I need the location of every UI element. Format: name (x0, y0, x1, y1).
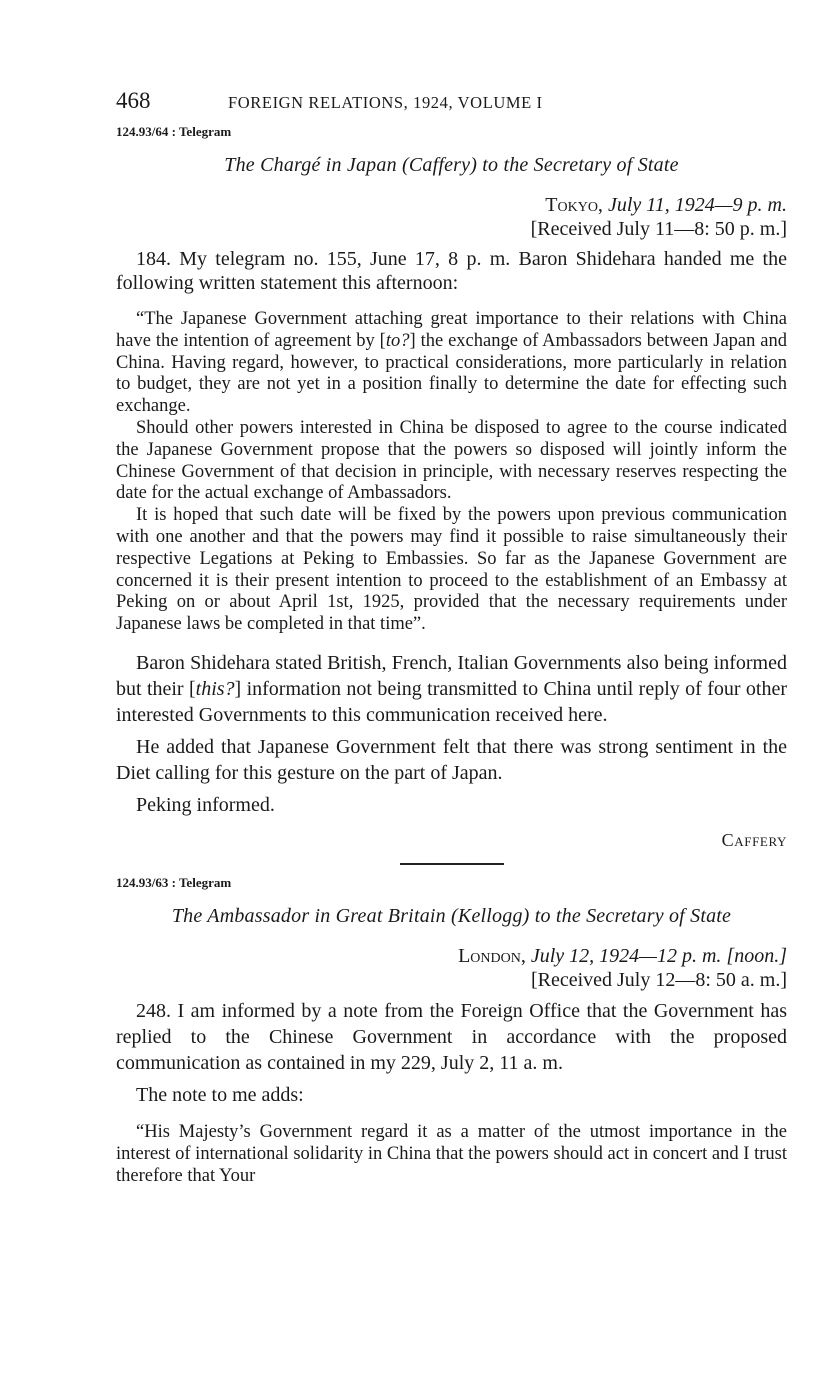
dateline-place: London, (458, 944, 526, 967)
dateline (116, 193, 787, 241)
dateline (116, 944, 787, 992)
quote-text: “The Japanese Government attaching great importance to their relations with China have the intention of agreement by [ (116, 309, 787, 351)
editorial-insertion: this? (195, 677, 235, 700)
body-paragraph: He added that Japanese Government felt that there was strong sentiment in the Diet calling for this gesture on the part of Japan. (116, 735, 787, 784)
dateline-sent (116, 193, 787, 217)
dateline-received: [Received July 12—8: 50 a. m.] (530, 968, 787, 991)
dateline-note: [noon.] (726, 944, 787, 967)
dateline-sent (116, 944, 787, 968)
document-title: The Chargé in Japan (Caffery) to the Secretary of State (224, 154, 679, 176)
telegram-kellogg (116, 875, 787, 1187)
file-reference: 124.93/63 : Telegram (116, 874, 232, 890)
body-paragraph: Peking informed. (136, 793, 275, 816)
quoted-paragraph: Should other powers interested in China be disposed to agree to the course indicated the Japanese Government propose that the powers so disposed will jointly inform the Chinese Government of that decision in principle, with necessary reserves respecting the date for the actual exchange of Ambassadors. (116, 417, 787, 504)
dateline-date: July 11, 1924—9 p. m. (607, 194, 787, 216)
body-text: ] information not being transmitted to China until reply of four other interested Governments to this communication received here. (116, 677, 787, 726)
dateline-received: [Received July 11—8: 50 p. m.] (530, 218, 787, 240)
file-reference: 124.93/64 : Telegram (116, 124, 232, 139)
body-paragraph: 184. My telegram no. 155, June 17, 8 p. m. Baron Shidehara handed me the following written statement this afternoon: (116, 248, 787, 294)
dateline-date: July 12, 1924—12 p. m. (530, 944, 722, 967)
quoted-paragraph: “His Majesty’s Government regard it as a matter of the utmost importance in the interest of international solidarity in China that the powers should act in concert and I trust therefore that Your (116, 1121, 787, 1186)
signature: Caffery (721, 829, 787, 850)
document-title: The Ambassador in Great Britain (Kellogg) to the Secretary of State (171, 904, 732, 927)
page-header (116, 88, 787, 118)
running-head: FOREIGN RELATIONS, 1924, VOLUME I (228, 93, 543, 112)
quoted-paragraph: It is hoped that such date will be fixed by the powers upon previous communication with one another and that the powers may find it possible to raise simultaneously their respective Legations at Peking to Embassies. So far as the Japanese Government are concerned it is their present intention to proceed to the establishment of an Embassy at Peking on or about April 1st, 1925, provided that the necessary requirements under Japanese laws be completed in that time”. (116, 505, 787, 635)
body-text: Baron Shidehara stated British, French, Italian Governments also being informed but their [ (116, 651, 787, 700)
body-paragraph: The note to me adds: (136, 1083, 304, 1106)
dateline-place: Tokyo, (545, 194, 603, 216)
telegram-caffery (116, 124, 787, 851)
quoted-paragraph (116, 309, 787, 418)
quote-text: ] the exchange of Ambassadors between Japan and China. Having regard, however, to practical considerations, more particularly in relation to budget, they are not yet in a position finally to determine the date for effecting such exchange. (116, 330, 787, 417)
body-paragraph: 248. I am informed by a note from the Foreign Office that the Government has replied to the Chinese Government in accordance with the proposed communication as contained in my 229, July 2, 11 a. m. (116, 999, 787, 1074)
body-paragraph (116, 650, 787, 728)
editorial-insertion: to? (385, 330, 410, 351)
section-divider (400, 863, 504, 865)
page-number: 468 (116, 88, 151, 113)
